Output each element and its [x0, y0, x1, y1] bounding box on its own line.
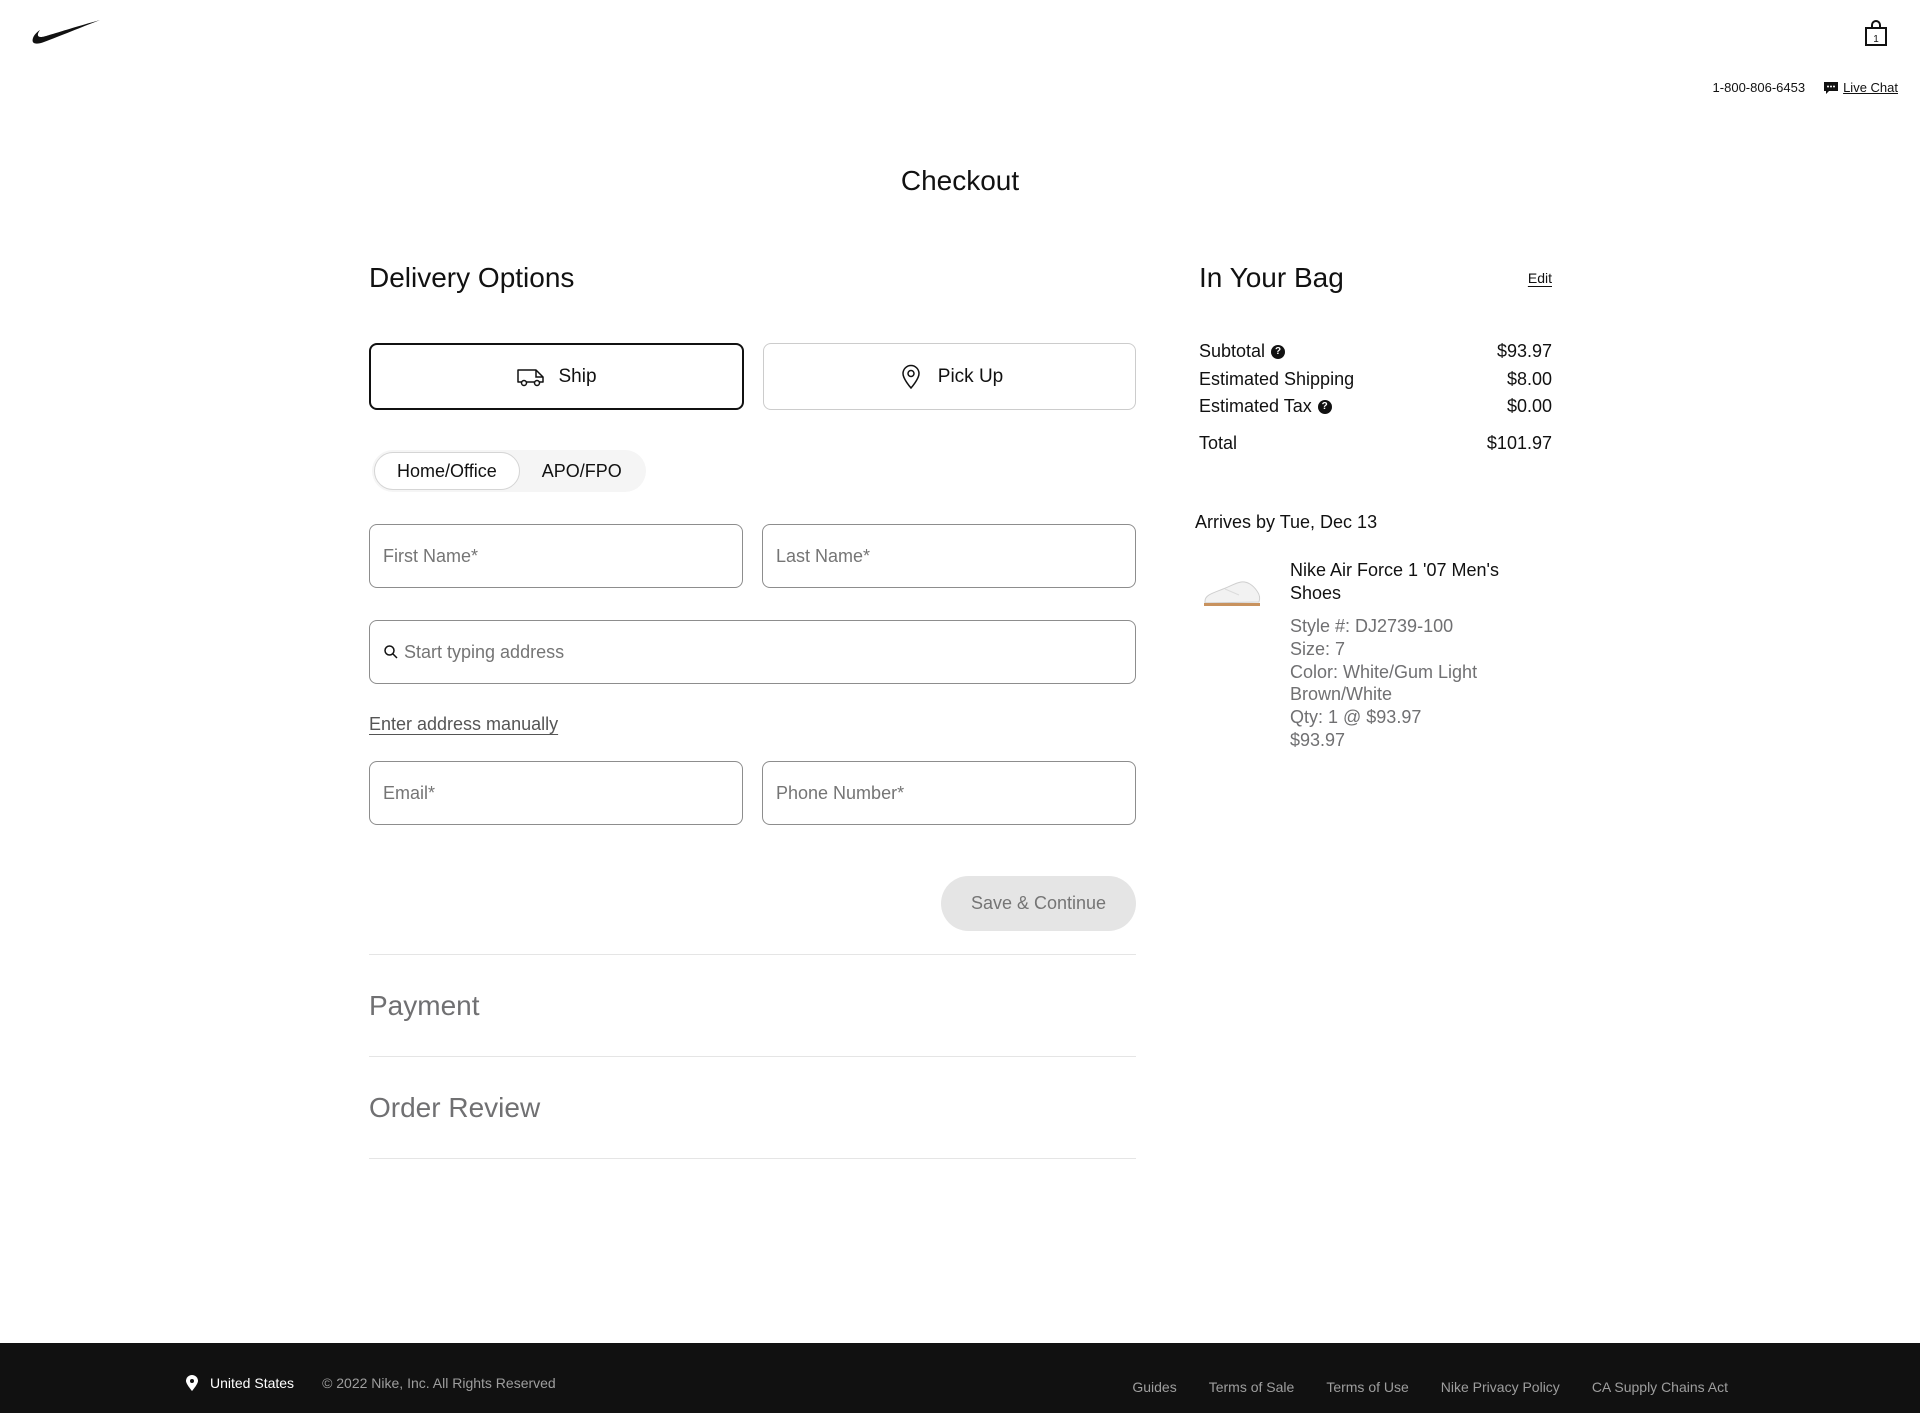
page-title: Checkout [900, 165, 1020, 196]
subtotal-label: Subtotal [1199, 341, 1266, 361]
delivery-options-title: Delivery Options [369, 262, 575, 293]
pin-icon [186, 1375, 198, 1391]
footer-link-terms-of-use[interactable]: Terms of Use [1326, 1379, 1409, 1395]
tax-label: Estimated Tax [1199, 396, 1312, 416]
enter-address-manually-link[interactable]: Enter address manually [369, 714, 559, 734]
live-chat-label: Live Chat [1843, 80, 1898, 95]
segment-home-office[interactable]: Home/Office [374, 452, 520, 490]
ship-button[interactable] [369, 343, 744, 410]
checkout-form [369, 262, 1136, 1159]
phone-field[interactable]: Phone Number* [762, 761, 1136, 825]
pickup-button[interactable] [763, 343, 1136, 410]
delivery-method-group [369, 343, 1136, 410]
item-name[interactable]: Nike Air Force 1 '07 Men's Shoes [1290, 560, 1499, 603]
total-value: $101.97 [1486, 432, 1552, 453]
footer [0, 1343, 1920, 1413]
phone-number[interactable]: 1-800-806-6453 [1712, 80, 1806, 95]
footer-link-ca-supply[interactable]: CA Supply Chains Act [1591, 1379, 1728, 1395]
arrival-date: Arrives by Tue, Dec 13 [1195, 512, 1378, 532]
item-size: Size: 7 [1290, 639, 1346, 659]
search-icon [383, 644, 399, 660]
item-style: Style #: DJ2739-100 [1290, 616, 1454, 636]
nike-logo[interactable] [30, 18, 102, 46]
address-search-field[interactable] [369, 620, 1136, 684]
email-field[interactable]: Email* [369, 761, 743, 825]
pickup-label: Pick Up [937, 365, 1004, 387]
address-placeholder: Start typing address [404, 641, 565, 662]
truck-icon [516, 364, 546, 390]
question-icon[interactable]: ? [1318, 400, 1332, 414]
footer-left [186, 1375, 556, 1391]
total-row [1199, 430, 1552, 458]
tax-value: $0.00 [1506, 396, 1552, 416]
name-row [369, 524, 1136, 588]
total-label: Total [1199, 432, 1238, 453]
contact-bar [1713, 80, 1898, 95]
bag-header [1199, 262, 1552, 294]
item-price: $93.97 [1290, 729, 1346, 750]
shipping-value: $8.00 [1506, 368, 1552, 389]
location-pin-icon [896, 364, 926, 390]
footer-links [1132, 1379, 1728, 1395]
bag-summary [1195, 262, 1552, 753]
bag-icon [1862, 19, 1890, 47]
tax-row [1199, 393, 1552, 421]
bag-item [1199, 559, 1552, 753]
footer-link-privacy[interactable]: Nike Privacy Policy [1440, 1379, 1560, 1395]
subtotal-row [1199, 338, 1552, 366]
edit-bag-link[interactable]: Edit [1527, 270, 1552, 286]
item-qty: Qty: 1 @ $93.97 [1290, 706, 1422, 727]
bag-button[interactable] [1862, 19, 1890, 47]
chat-icon [1823, 81, 1839, 95]
item-details [1290, 559, 1530, 753]
item-meta [1290, 616, 1530, 751]
question-icon[interactable]: ? [1271, 345, 1285, 359]
country-selector[interactable]: United States [210, 1375, 295, 1391]
first-name-field[interactable]: First Name* [369, 524, 743, 588]
product-image[interactable] [1199, 567, 1265, 617]
shipping-row [1199, 366, 1552, 394]
subtotal-value: $93.97 [1496, 341, 1552, 361]
copyright: © 2022 Nike, Inc. All Rights Reserved [322, 1375, 556, 1391]
price-summary [1199, 338, 1552, 457]
address-type-toggle [372, 450, 646, 492]
payment-section[interactable]: Payment [369, 955, 1136, 1057]
bag-count: 1 [1873, 34, 1879, 45]
segment-apo-fpo[interactable]: APO/FPO [541, 460, 622, 481]
contact-row [369, 761, 1136, 825]
save-continue-button[interactable]: Save & Continue [941, 876, 1136, 931]
footer-link-terms-of-sale[interactable]: Terms of Sale [1208, 1379, 1295, 1395]
item-color: Color: White/Gum Light Brown/White [1290, 662, 1478, 704]
last-name-field[interactable]: Last Name* [762, 524, 1136, 588]
footer-link-guides[interactable]: Guides [1132, 1379, 1177, 1395]
shipping-label: Estimated Shipping [1199, 368, 1355, 389]
bag-title: In Your Bag [1199, 262, 1344, 293]
ship-label: Ship [558, 365, 597, 387]
save-wrap [369, 876, 1136, 931]
live-chat-link[interactable] [1823, 80, 1898, 95]
order-review-section[interactable]: Order Review [369, 1057, 1136, 1159]
collapsed-sections [369, 954, 1136, 1159]
